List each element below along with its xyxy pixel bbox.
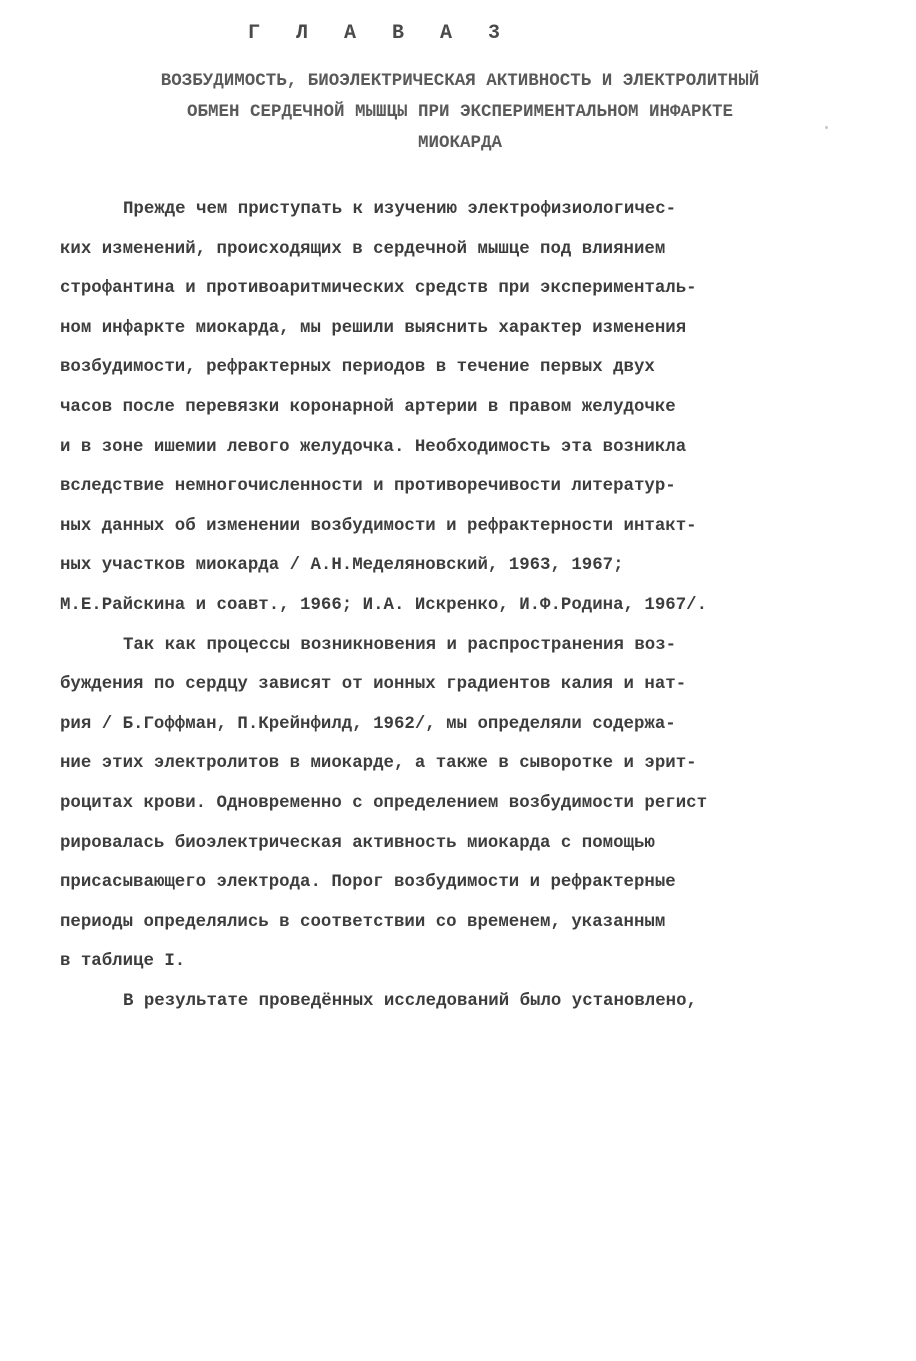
paragraph-line: рировалась биоэлектрическая активность миокарда с помощью bbox=[60, 833, 655, 853]
paragraph-line: роцитах крови. Одновременно с определением возбудимости регист bbox=[60, 793, 708, 813]
paragraph-line: в таблице I. bbox=[60, 952, 186, 972]
body-text bbox=[60, 190, 870, 1021]
paragraph-line: М.Е.Райскина и соавт., 1966; И.А. Искренко, И.Ф.Родина, 1967/. bbox=[60, 595, 708, 615]
paragraph-line: буждения по сердцу зависят от ионных градиентов калия и нат- bbox=[60, 675, 687, 695]
paragraph-line: возбудимости, рефрактерных периодов в течение первых двух bbox=[60, 358, 655, 378]
heading-line: МИОКАРДА bbox=[417, 133, 502, 153]
paragraph-line: Прежде чем приступать к изучению электрофизиологичес- bbox=[123, 200, 677, 219]
paragraph-line: периоды определялись в соответствии со временем, указанным bbox=[60, 912, 666, 932]
heading-line: ВОЗБУДИМОСТЬ, БИОЭЛЕКТРИЧЕСКАЯ АКТИВНОСТЬ И ЭЛЕКТРОЛИТНЫЙ bbox=[160, 71, 760, 91]
paragraph-line: ких изменений, происходящих в сердечной мышце под влиянием bbox=[60, 239, 666, 259]
paragraph-line: Так как процессы возникновения и распространения воз- bbox=[123, 635, 677, 655]
paragraph-line: рия / Б.Гоффман, П.Крейнфилд, 1962/, мы определяли содержа- bbox=[60, 714, 676, 734]
heading-line: ОБМЕН СЕРДЕЧНОЙ МЫШЦЫ ПРИ ЭКСПЕРИМЕНТАЛЬНОМ ИНФАРКТЕ bbox=[186, 102, 734, 122]
paragraph-line: часов после перевязки коронарной артерии в правом желудочке bbox=[60, 397, 676, 417]
chapter-heading bbox=[60, 66, 860, 159]
paragraph-line: присасывающего электрода. Порог возбудимости и рефрактерные bbox=[60, 873, 676, 893]
paragraph-line: ных участков миокарда / А.Н.Меделяновский, 1963, 1967; bbox=[60, 556, 624, 576]
paragraph-line: вследствие немногочисленности и противоречивости литератур- bbox=[60, 477, 676, 497]
paragraph-line: ном инфаркте миокарда, мы решили выяснить характер изменения bbox=[60, 318, 687, 338]
chapter-title: Г Л А В А 3 bbox=[247, 22, 513, 45]
paragraph-line: и в зоне ишемии левого желудочка. Необходимость эта возникла bbox=[60, 437, 687, 457]
paragraph-line: ных данных об изменении возбудимости и рефрактерности интакт- bbox=[60, 516, 697, 536]
page-mark bbox=[825, 126, 828, 129]
paragraph-line: ние этих электролитов в миокарде, а также в сыворотке и эрит- bbox=[60, 754, 697, 774]
paragraph-line: строфантина и противоаритмических средств при эксперименталь- bbox=[60, 279, 697, 299]
paragraph-line: В результате проведённых исследований было установлено, bbox=[123, 991, 697, 1011]
